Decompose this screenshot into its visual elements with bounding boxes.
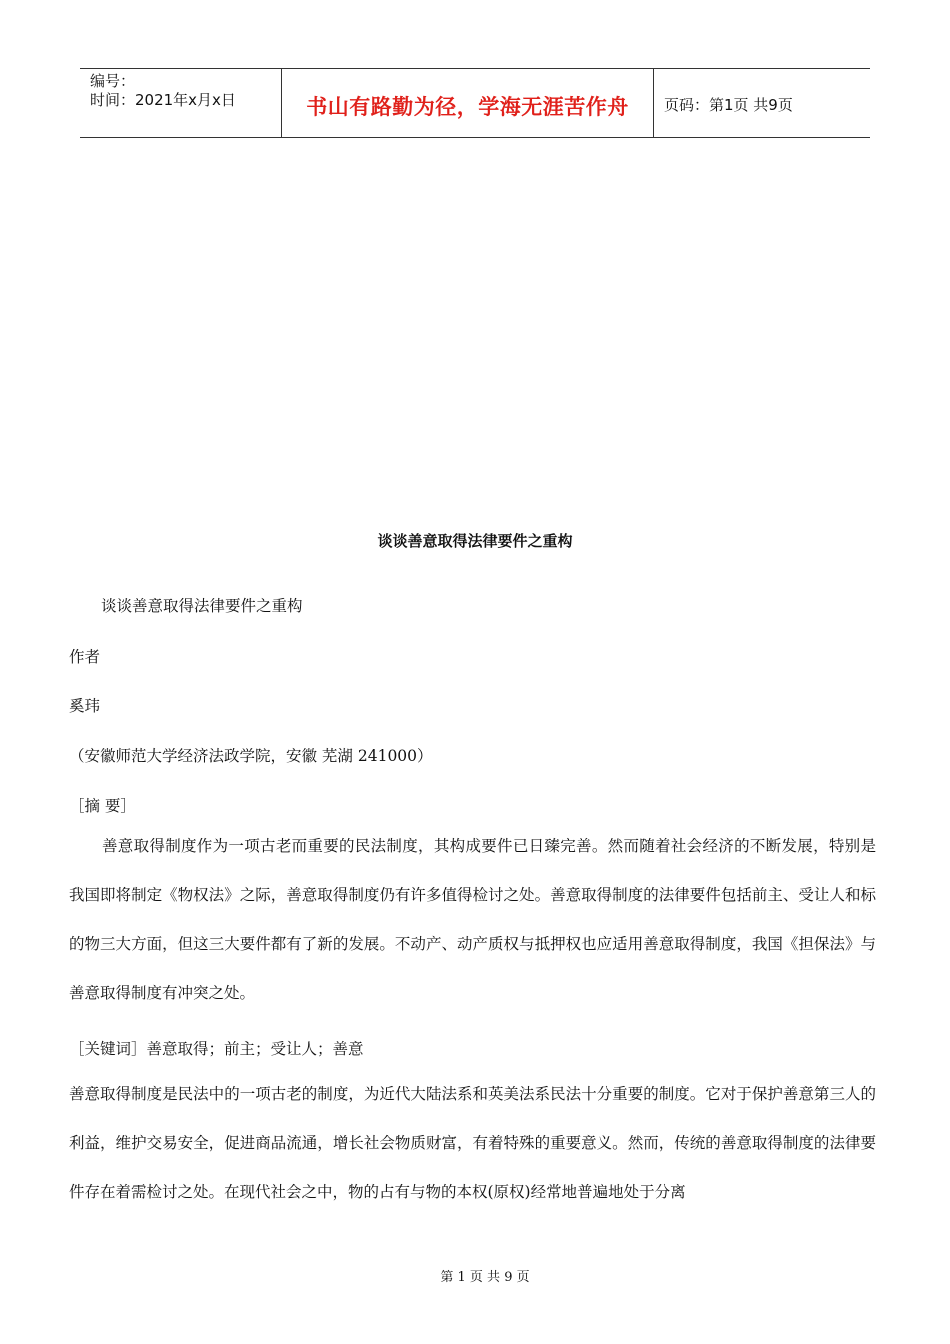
page-footer: 第 1 页 共 9 页 (440, 1270, 530, 1285)
document-subtitle: 谈谈善意取得法律要件之重构 (101, 597, 303, 615)
header-motto: 书山有路勤为径，学海无涯苦作舟 (306, 95, 629, 119)
body-paragraph: 善意取得制度是民法中的一项古老的制度，为近代大陆法系和英美法系民法十分重要的制度。它对于保护善意第三人的利益，维护交易安全，促进商品流通，增长社会物质财富，有着特殊的重要意义。然而，传统的善意取得制度的法律要件存在着需检讨之处。在现代社会之中，物的占有与物的本权(原权)经常地普遍地处于分离 (69, 1085, 876, 1201)
header-page-number: 页码：第1页 共9页 (664, 96, 793, 114)
author-label: 作者 (69, 648, 101, 666)
abstract-label: ［摘 要］ (69, 797, 136, 815)
header-left-cell (80, 69, 282, 137)
author-name: 奚玮 (69, 697, 101, 715)
document-time-label: 时间：2021年x月x日 (90, 91, 236, 109)
author-affiliation: （安徽师范大学经济法政学院，安徽 芜湖 241000） (69, 747, 433, 765)
header-table (80, 68, 870, 138)
keywords-line: ［关键词］善意取得；前主；受让人；善意 (69, 1040, 364, 1058)
document-number-label: 编号： (90, 72, 136, 90)
abstract-paragraph: 善意取得制度作为一项古老而重要的民法制度，其构成要件已日臻完善。然而随着社会经济的不断发展，特别是我国即将制定《物权法》之际，善意取得制度仍有许多值得检讨之处。善意取得制度的法律要件包括前主、受让人和标的物三大方面，但这三大要件都有了新的发展。不动产、动产质权与抵押权也应适用善意取得制度，我国《担保法》与善意取得制度有冲突之处。 (69, 837, 876, 1002)
header-middle-cell (282, 69, 654, 137)
document-title: 谈谈善意取得法律要件之重构 (377, 532, 573, 550)
